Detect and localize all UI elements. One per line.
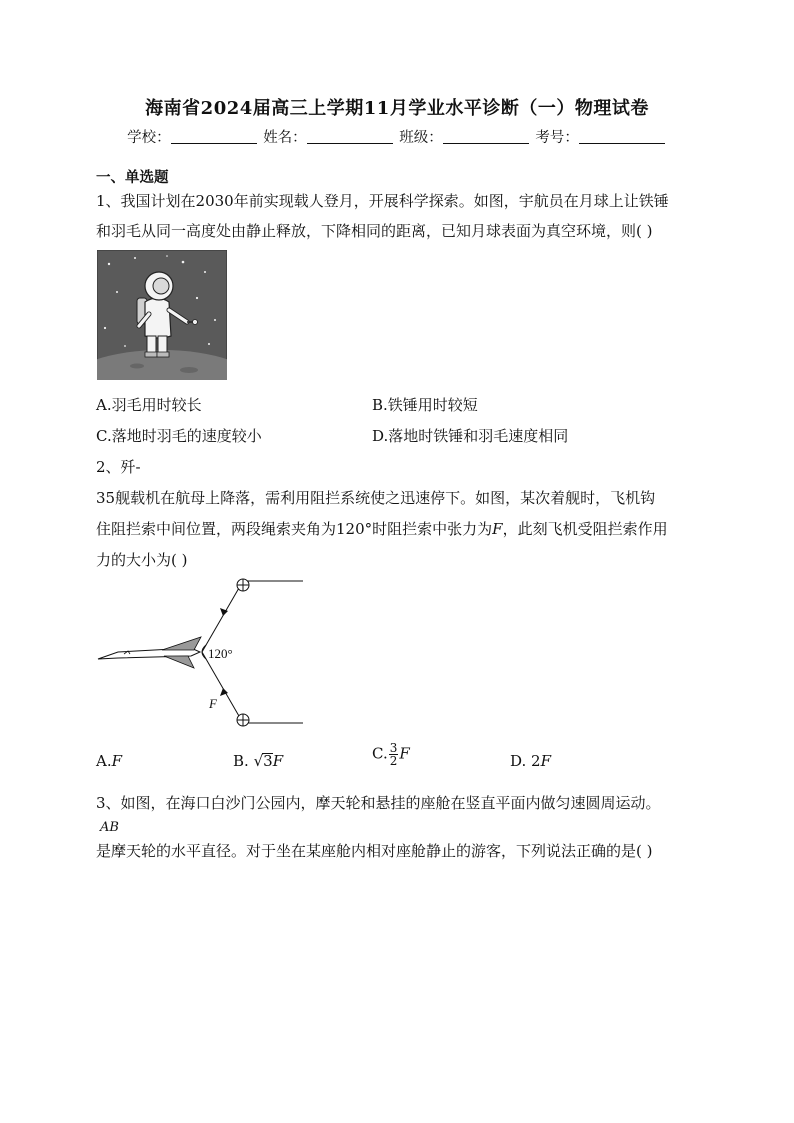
q2-option-b[interactable] (233, 752, 283, 770)
q1-text-line-1: 1、我国计划在2030年前实现载人登月，开展科学探索。如图，宇航员在月球上让铁锤 (96, 192, 669, 210)
q1-option-d[interactable]: D.落地时铁锤和羽毛速度相同 (372, 427, 569, 445)
force-label: F (209, 696, 217, 711)
fraction-denominator: 2 (389, 754, 398, 768)
arresting-cable-diagram (96, 572, 311, 734)
q2-option-a-prefix: A. (96, 752, 112, 770)
q2-option-c-var: F (399, 744, 410, 763)
student-info-row (0, 126, 794, 147)
q2-option-c-prefix: C. (372, 744, 388, 763)
q2-option-d-coef: 2 (531, 752, 541, 770)
class-blank[interactable] (443, 129, 529, 144)
q2-text-line-4: 力的大小为( ) (96, 551, 188, 569)
section-heading: 一、单选题 (96, 169, 169, 186)
q1-option-a[interactable]: A.羽毛用时较长 (96, 396, 202, 414)
q2-option-b-var: F (272, 752, 284, 770)
q2-option-a[interactable] (96, 752, 122, 770)
q2-text-line-2: 35舰载机在航母上降落，需利用阻拦系统使之迅速停下。如图，某次着舰时，飞机钩 (96, 489, 656, 507)
q2-option-b-prefix: B. (233, 752, 249, 770)
q2-text-line-1: 2、歼- (96, 458, 141, 476)
name-blank[interactable] (307, 129, 393, 144)
q2-option-b-root: 3 (263, 752, 273, 770)
q2-tension-variable: F (492, 520, 503, 538)
angle-label: 120° (208, 646, 233, 661)
q2-option-a-var: F (111, 752, 123, 770)
q3-text-line-1: 3、如图，在海口白沙门公园内，摩天轮和悬挂的座舱在竖直平面内做匀速圆周运动。 (96, 794, 661, 812)
q2-text-line-3b: ，此刻飞机受阻拦索作用 (502, 520, 668, 538)
fraction-numerator: 3 (389, 741, 398, 755)
q2-option-d-prefix: D. (510, 752, 527, 770)
q2-option-d[interactable] (510, 752, 551, 770)
exam-number-label: 考号： (535, 130, 579, 146)
school-label: 学校： (127, 130, 171, 146)
name-label: 姓名： (263, 130, 307, 146)
q1-text-line-2: 和羽毛从同一高度处由静止释放，下降相同的距离，已知月球表面为真空环境，则( ) (96, 222, 653, 240)
q2-option-d-var: F (540, 752, 552, 770)
q3-ab-label: AB (100, 820, 119, 835)
q3-text-line-2: 是摩天轮的水平直径。对于坐在某座舱内相对座舱静止的游客，下列说法正确的是( ) (96, 842, 653, 860)
q2-option-c-fraction (389, 742, 399, 767)
class-label: 班级： (399, 130, 443, 146)
exam-title: 海南省2024届高三上学期11月学业水平诊断（一）物理试卷 (145, 98, 649, 119)
q1-option-b[interactable]: B.铁锤用时较短 (372, 396, 478, 414)
astronaut-illustration (97, 250, 227, 380)
sqrt-sign: √ (253, 752, 264, 770)
school-blank[interactable] (171, 129, 257, 144)
q1-option-c[interactable]: C.落地时羽毛的速度较小 (96, 427, 262, 445)
q2-option-c[interactable] (372, 742, 410, 767)
exam-number-blank[interactable] (579, 129, 665, 144)
q2-text-line-3a: 住阻拦索中间位置，两段绳索夹角为120°时阻拦索中张力为 (96, 520, 493, 538)
q2-text-line-3 (96, 518, 668, 539)
